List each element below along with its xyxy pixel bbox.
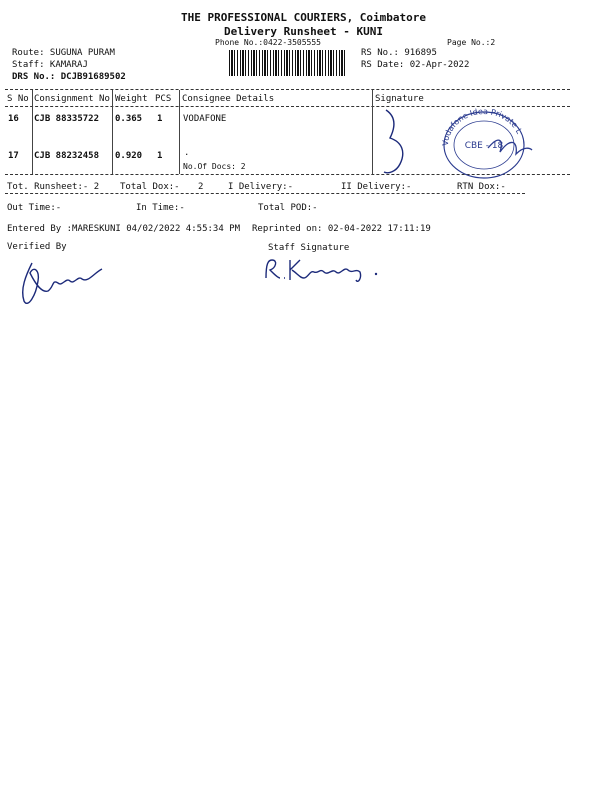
- runsheet-subtitle: Delivery Runsheet - KUNI: [224, 25, 383, 38]
- col-header-signature: Signature: [375, 94, 424, 104]
- staff-handwritten-signature: [262, 252, 382, 286]
- total-pod: Total POD:-: [258, 203, 318, 213]
- divider: [5, 193, 525, 194]
- row-sno: 17: [8, 151, 19, 161]
- stamp-outer-text: Vodafone Idea Private L: [440, 106, 524, 147]
- staff-signature-label: Staff Signature: [268, 243, 350, 253]
- no-of-docs: No.Of Docs: 2: [183, 162, 246, 171]
- total-dox-value: 2: [198, 182, 204, 192]
- in-time: In Time:-: [136, 203, 185, 213]
- row-sno: 16: [8, 114, 19, 124]
- divider: [5, 106, 570, 107]
- company-title: THE PROFESSIONAL COURIERS, Coimbatore: [181, 11, 427, 24]
- rs-number: RS No.: 916895: [361, 48, 437, 58]
- total-runsheet: Tot. Runsheet:- 2: [7, 182, 100, 192]
- col-header-consignment: Consignment No: [34, 94, 110, 104]
- row-consignment: CJB 88335722: [34, 114, 100, 124]
- rtn-dox: RTN Dox:-: [457, 182, 506, 192]
- col-line: [179, 90, 180, 174]
- page-number: Page No.:2: [447, 38, 496, 47]
- i-delivery: I Delivery:-: [228, 182, 294, 192]
- row-weight: 0.920: [115, 151, 143, 161]
- verifier-signature: [18, 255, 118, 315]
- divider: [5, 89, 570, 90]
- col-header-pcs: PCS: [155, 94, 172, 104]
- rs-date: RS Date: 02-Apr-2022: [361, 60, 470, 70]
- col-line: [32, 90, 33, 174]
- stamp-center-text: CBE - 18: [464, 141, 504, 151]
- col-line: [372, 90, 373, 174]
- row-weight: 0.365: [115, 114, 143, 124]
- staff: Staff: KAMARAJ: [12, 60, 88, 70]
- col-header-consignee: Consignee Details: [182, 94, 275, 104]
- out-time: Out Time:-: [7, 203, 62, 213]
- entered-by: Entered By :MARESKUNI 04/02/2022 4:55:34 PM: [7, 224, 240, 234]
- row-pcs: 1: [157, 151, 163, 161]
- ii-delivery: II Delivery:-: [341, 182, 412, 192]
- verified-by-label: Verified By: [7, 242, 67, 252]
- col-line: [112, 90, 113, 174]
- handwritten-signature: [380, 108, 420, 183]
- drs-number: DRS No.: DCJB91689502: [12, 72, 126, 82]
- route: Route: SUGUNA PURAM: [12, 48, 115, 58]
- row-consignee: .: [184, 148, 190, 158]
- reprinted-on: Reprinted on: 02-04-2022 17:11:19: [252, 224, 431, 234]
- col-header-sno: S No: [7, 94, 29, 104]
- row-consignee: VODAFONE: [183, 114, 227, 124]
- row-pcs: 1: [157, 114, 163, 124]
- phone-number: Phone No.:0422-3505555: [215, 38, 321, 47]
- barcode: [229, 50, 345, 76]
- col-header-weight: Weight: [115, 94, 148, 104]
- row-consignment: CJB 88232458: [34, 151, 100, 161]
- total-dox-label: Total Dox:-: [120, 182, 180, 192]
- company-stamp: [438, 108, 530, 180]
